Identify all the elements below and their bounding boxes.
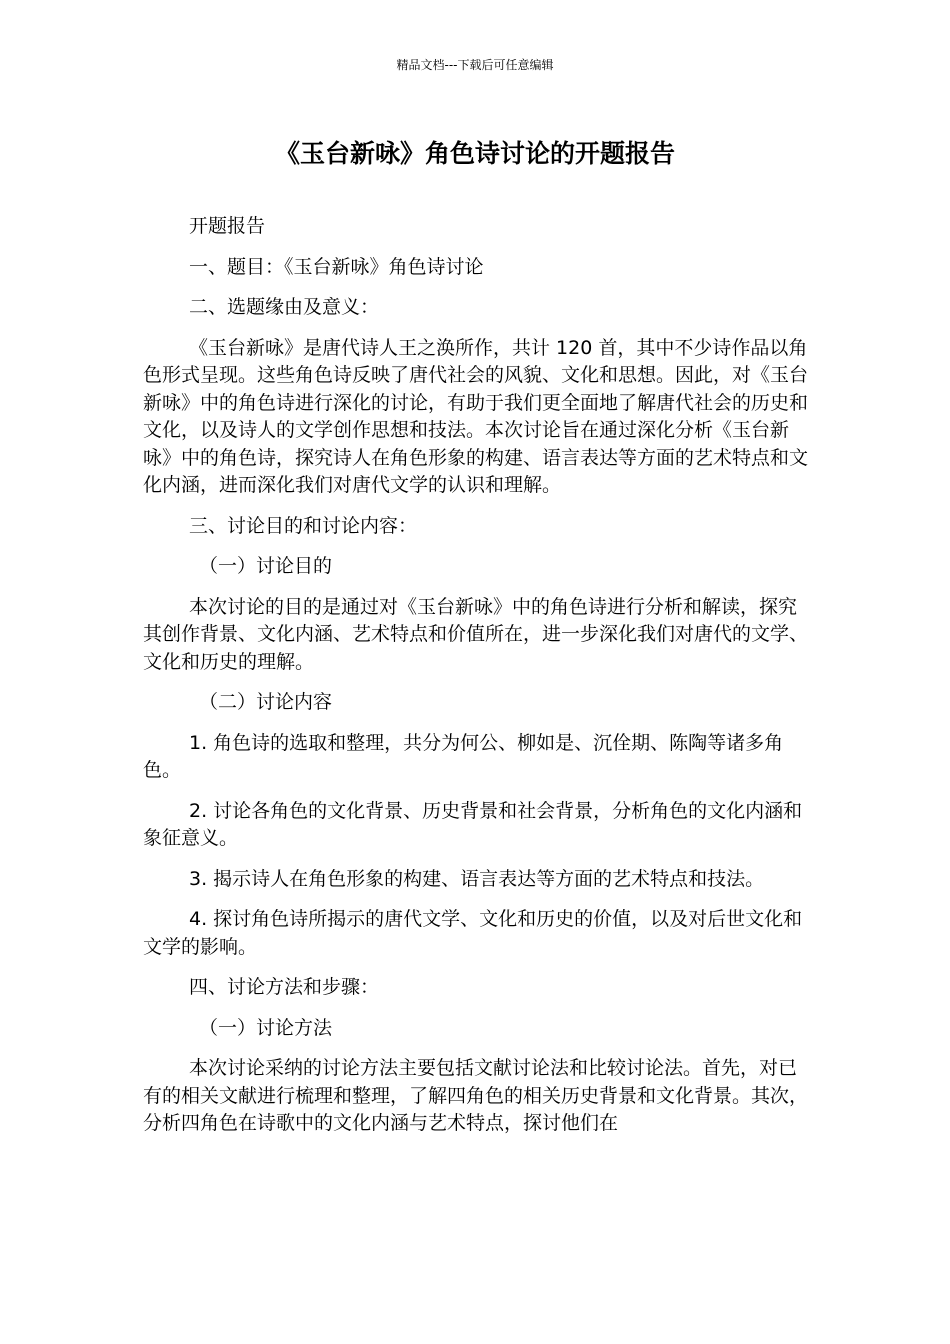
section-heading: 二、选题缘由及意义： <box>189 296 380 318</box>
subsection-heading: （一）讨论方法 <box>199 1016 333 1039</box>
list-item: 3. 揭示诗人在角色形象的构建、语言表达等方面的艺术特点和技法。 <box>189 867 765 890</box>
section-heading: 三、讨论目的和讨论内容： <box>189 514 418 537</box>
paragraph: 本次讨论采纳的讨论方法主要包括文献讨论法和比较讨论法。首先，对已有的相关文献进行梳理和整理，了解四角色的相关历史背景和文化背景。其次， 分析四角色在诗歌中的文化内涵与艺术特点，探讨他们在 <box>143 1057 809 1134</box>
section-heading: 一、题目：《玉台新咏》角色诗讨论 <box>189 255 484 278</box>
subsection-heading: （二）讨论内容 <box>199 691 333 713</box>
list-item: 4. 探讨角色诗所揭示的唐代文学、文化和历史的价值，以及对后世文化和文学的影响。 <box>143 908 803 958</box>
list-item: 2. 讨论各角色的文化背景、历史背景和社会背景，分析角色的文化内涵和象征意义。 <box>143 799 803 849</box>
subsection-heading: （一）讨论目的 <box>199 555 333 577</box>
document-title: 《玉台新咏》角色诗讨论的开题报告 <box>274 139 675 168</box>
document-body <box>143 213 813 1151</box>
paragraph: 《玉台新咏》是唐代诗人王之涣所作，共计 120 首，其中不少诗作品以角色形式呈现。这些角色诗反映了唐代社会的风貌、文化和思想。因此，对《玉台新咏》中的角色诗进行深化的讨论，有助于我们更全面地了解唐代社会的历史和文化，以及诗人的文学创作思想和技法。本次讨论旨在通过深化分析《玉台新咏》中的角色诗，探究诗人在角色形象的构建、语言表达等方面的艺术特点和文化内涵，进而深化我们对唐代文学的认识和理解。 <box>143 336 809 496</box>
list-item: 1. 角色诗的选取和整理，共分为何公、柳如是、沉佺期、陈陶等诸多角色。 <box>143 731 784 781</box>
paragraph: 本次讨论的目的是通过对《玉台新咏》中的角色诗进行分析和解读，探究其创作背景、文化内涵、艺术特点和价值所在，进一步深化我们对唐代的文学、文化和历史的理解。 <box>143 595 809 673</box>
page-header-note: 精品文档---下载后可任意编辑 <box>396 58 554 72</box>
paragraph: 开题报告 <box>189 215 266 237</box>
section-heading: 四、讨论方法和步骤： <box>189 976 380 998</box>
